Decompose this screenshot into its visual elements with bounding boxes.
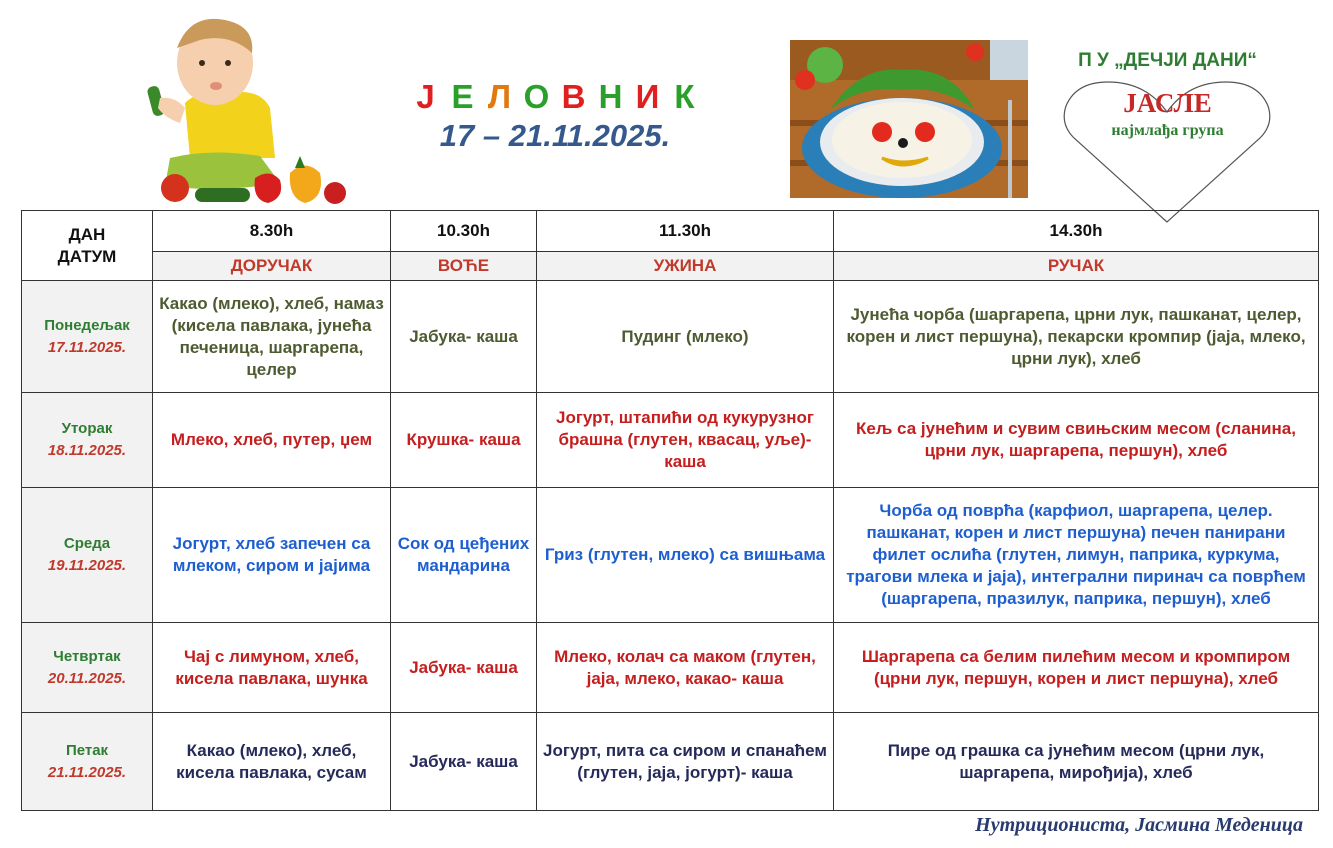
cell-snack: Млеко, колач са маком (глутен, јаја, млеко, какао- каша (537, 623, 834, 713)
time-snack: 11.30h (537, 211, 834, 252)
cell-lunch: Кељ са јунећим и сувим свињским месом (сланина, црни лук, шаргарепа, першун), хлеб (834, 393, 1319, 488)
time-fruit: 10.30h (391, 211, 537, 252)
group-title: ЈАСЛЕ (1123, 88, 1212, 118)
menu-dates: 17 – 21.11.2025. (439, 118, 671, 153)
cell-breakfast: Какао (млеко), хлеб, намаз (кисела павлака, јунећа печеница, шаргарепа, целер (153, 281, 391, 393)
cell-fruit: Сок од цеђених мандарина (391, 488, 537, 623)
day-name: Петак (65, 741, 109, 759)
group-subtitle: најмлађа група (1111, 122, 1224, 139)
day-date-header: ДАН ДАТУМ (22, 211, 153, 281)
day-name: Среда (63, 535, 111, 552)
day-name: Уторак (61, 420, 113, 437)
title-letter: И (635, 78, 660, 115)
menu-table (21, 210, 1319, 811)
meal-fruit: ВОЋЕ (391, 252, 537, 281)
meal-snack: УЖИНА (537, 252, 834, 281)
child-with-vegetables-image (130, 8, 350, 206)
cell-snack: Јогурт, штапићи од кукурузног брашна (глутен, квасац, уље)- каша (537, 393, 834, 488)
day-date: 19.11.2025. (47, 557, 127, 574)
cell-lunch: Јунећа чорба (шаргарепа, црни лук, пашканат, целер, корен и лист першуна), пекарски кромпир (јаја, млеко, црни лук), хлеб (834, 281, 1319, 393)
title-letter: К (674, 78, 695, 115)
cell-snack: Пудинг (млеко) (537, 281, 834, 393)
title-letter: В (561, 78, 586, 115)
cell-snack: Јогурт, пита са сиром и спанаћем (глутен, јаја, јогурт)- каша (537, 713, 834, 811)
day-name: Понедељак (44, 316, 130, 334)
day-cell (22, 281, 153, 393)
cell-lunch: Шаргарепа са белим пилећим месом и кромпиром (црни лук, першун, корен и лист першуна), хлеб (834, 623, 1319, 713)
title-letter: О (523, 78, 550, 115)
day-date: 17.11.2025. (47, 338, 127, 356)
day-date: 20.11.2025. (47, 669, 127, 687)
day-cell (22, 713, 153, 811)
plate-face-image (790, 40, 1028, 198)
cell-fruit: Јабука- каша (391, 281, 537, 393)
cell-fruit: Јабука- каша (391, 713, 537, 811)
menu-title (380, 78, 730, 116)
cell-breakfast: Чај с лимуном, хлеб, кисела павлака, шунка (153, 623, 391, 713)
day-cell (22, 393, 153, 488)
time-lunch: 14.30h (834, 211, 1319, 252)
title-letter: Е (451, 78, 474, 115)
title-letter: Н (598, 78, 623, 115)
nutritionist-signature: Нутриционистa, Јасмина Меденица (975, 814, 1303, 836)
cell-fruit: Крушка- каша (391, 393, 537, 488)
cell-lunch: Пире од грашка са јунећим месом (црни лук, шаргарепа, мирођија), хлеб (834, 713, 1319, 811)
day-cell (22, 488, 153, 623)
time-breakfast: 8.30h (153, 211, 391, 252)
meal-breakfast: ДОРУЧАК (153, 252, 391, 281)
table-row (22, 623, 1319, 713)
cell-fruit: Јабука- каша (391, 623, 537, 713)
cell-snack: Гриз (глутен, млеко) са вишњама (537, 488, 834, 623)
title-letter: Л (487, 78, 512, 115)
organization-name: П У „ДЕЧЈИ ДАНИ“ (1078, 50, 1257, 71)
table-row (22, 393, 1319, 488)
cell-breakfast: Јогурт, хлеб запечен са млеком, сиром и јајима (153, 488, 391, 623)
day-cell (22, 623, 153, 713)
day-date: 21.11.2025. (47, 763, 127, 781)
meal-row (22, 252, 1319, 281)
time-row (22, 211, 1319, 252)
cell-breakfast: Какао (млеко), хлеб, кисела павлака, сусам (153, 713, 391, 811)
table-row (22, 713, 1319, 811)
meal-lunch: РУЧАК (834, 252, 1319, 281)
day-date: 18.11.2025. (47, 442, 127, 459)
title-letter: Ј (416, 78, 435, 115)
table-row (22, 281, 1319, 393)
cell-lunch: Чорба од поврћа (карфиол, шаргарепа, целер. пашканат, корен и лист першуна) печен панирани филет ослића (глутен, лимун, паприка, куркума, трагови млека и јаја), интегрални пиринач са поврћем (шаргарепа, празилук, паприка, першун), хлеб (834, 488, 1319, 623)
table-row (22, 488, 1319, 623)
cell-breakfast: Млеко, хлеб, путер, џем (153, 393, 391, 488)
day-name: Четвртак (53, 647, 121, 665)
